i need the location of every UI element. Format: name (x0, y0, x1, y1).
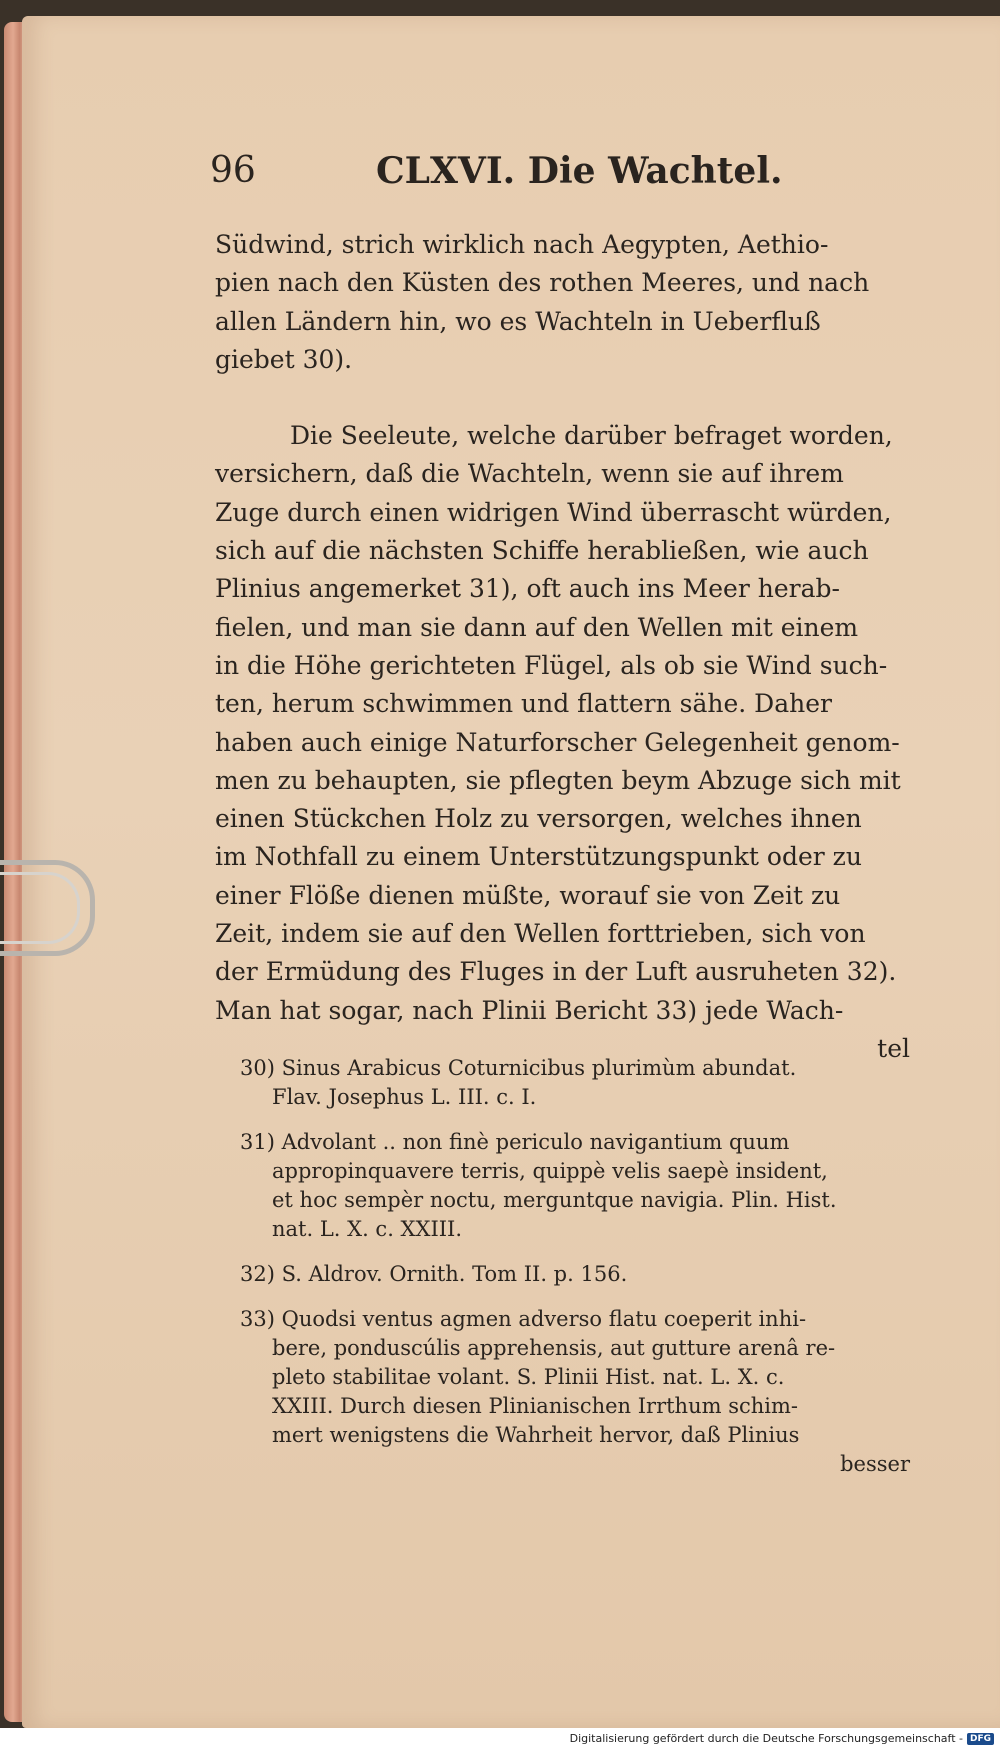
text-line: Plinius angemerket 31), oft auch ins Meer herab- (215, 574, 840, 604)
chapter-title: CLXVI. Die Wachtel. (376, 150, 783, 192)
footnote-line: Quodsi ventus agmen adverso flatu coeperit inhi- (281, 1307, 807, 1331)
footnote-line: Flav. Josephus L. III. c. I. (272, 1085, 537, 1109)
main-text (215, 226, 910, 1068)
text-line: der Ermüdung des Fluges in der Luft ausruheten 32). (215, 957, 897, 987)
footnote-number: 33) (240, 1307, 275, 1331)
text-line: einen Stückchen Holz zu versorgen, welches ihnen (215, 804, 862, 834)
credit-text: Digitalisierung gefördert durch die Deutsche Forschungsgemeinschaft - (569, 1732, 963, 1745)
text-line: sich auf die nächsten Schiffe herabließen, wie auch (215, 536, 869, 566)
text-line: Südwind, strich wirklich nach Aegypten, Aethio- (215, 230, 829, 259)
text-line: im Nothfall zu einem Unterstützungspunkt oder zu (215, 842, 862, 872)
text-line: Zeit, indem sie auf den Wellen forttrieben, sich von (215, 919, 866, 949)
text-line: allen Ländern hin, wo es Wachteln in Ueberfluß (215, 306, 821, 336)
footnote-line: pleto stabilitae volant. S. Plinii Hist. nat. L. X. c. (272, 1365, 785, 1389)
footnote-line: appropinquavere terris, quippè velis saepè insident, (272, 1159, 828, 1183)
dfg-logo-icon: DFG (967, 1733, 994, 1745)
footnote-30 (240, 1054, 910, 1112)
catchword: tel (877, 1033, 910, 1063)
text-line: pien nach den Küsten des rothen Meeres, und nach (215, 268, 870, 298)
text-line: Zuge durch einen widrigen Wind überrascht würden, (215, 497, 892, 527)
page-number: 96 (210, 150, 256, 191)
footnote-line: Sinus Arabicus Coturnicibus plurimùm abundat. (281, 1056, 797, 1080)
text-line: einer Flöße dienen müßte, worauf sie von Zeit zu (215, 880, 841, 910)
page-header (210, 150, 910, 206)
footnote-line: XXIII. Durch diesen Plinianischen Irrthum schim- (272, 1394, 798, 1418)
page-clip-inner (0, 872, 80, 944)
footnote-number: 32) (240, 1262, 275, 1286)
text-line: versichern, daß die Wachteln, wenn sie auf ihrem (215, 459, 844, 489)
footnote-number: 31) (240, 1130, 275, 1154)
text-line: haben auch einige Naturforscher Gelegenheit genom- (215, 727, 900, 757)
footnote-line: S. Aldrov. Ornith. Tom II. p. 156. (281, 1262, 628, 1286)
footnote-31 (240, 1128, 910, 1244)
footnotes (240, 1054, 910, 1495)
footnote-line: mert wenigstens die Wahrheit hervor, daß Plinius (272, 1423, 800, 1447)
footnote-32 (240, 1260, 910, 1289)
footnote-line: et hoc sempèr noctu, merguntque navigia. Plin. Hist. (272, 1188, 837, 1212)
text-line: in die Höhe gerichteten Flügel, als ob sie Wind such- (215, 650, 888, 680)
text-line: giebet 30). (215, 344, 353, 374)
footnote-33 (240, 1305, 910, 1479)
footnote-catchword: besser (840, 1452, 910, 1476)
text-line: men zu behaupten, sie pflegten beym Abzuge sich mit (215, 765, 901, 795)
text-line: Die Seeleute, welche darüber befraget worden, (290, 421, 893, 451)
text-line: Man hat sogar, nach Plinii Bericht 33) jede Wach- (215, 995, 844, 1025)
footnote-line: nat. L. X. c. XXIII. (272, 1217, 463, 1241)
footnote-line: Advolant .. non finè periculo navigantium quum (281, 1130, 790, 1154)
text-line: fielen, und man sie dann auf den Wellen mit einem (215, 612, 859, 642)
text-line: ten, herum schwimmen und flattern sähe. Daher (215, 689, 832, 719)
footnote-number: 30) (240, 1056, 275, 1080)
digitization-credit (570, 1732, 994, 1745)
footnote-line: bere, ponduscúlis apprehensis, aut gutture arenâ re- (272, 1336, 836, 1360)
